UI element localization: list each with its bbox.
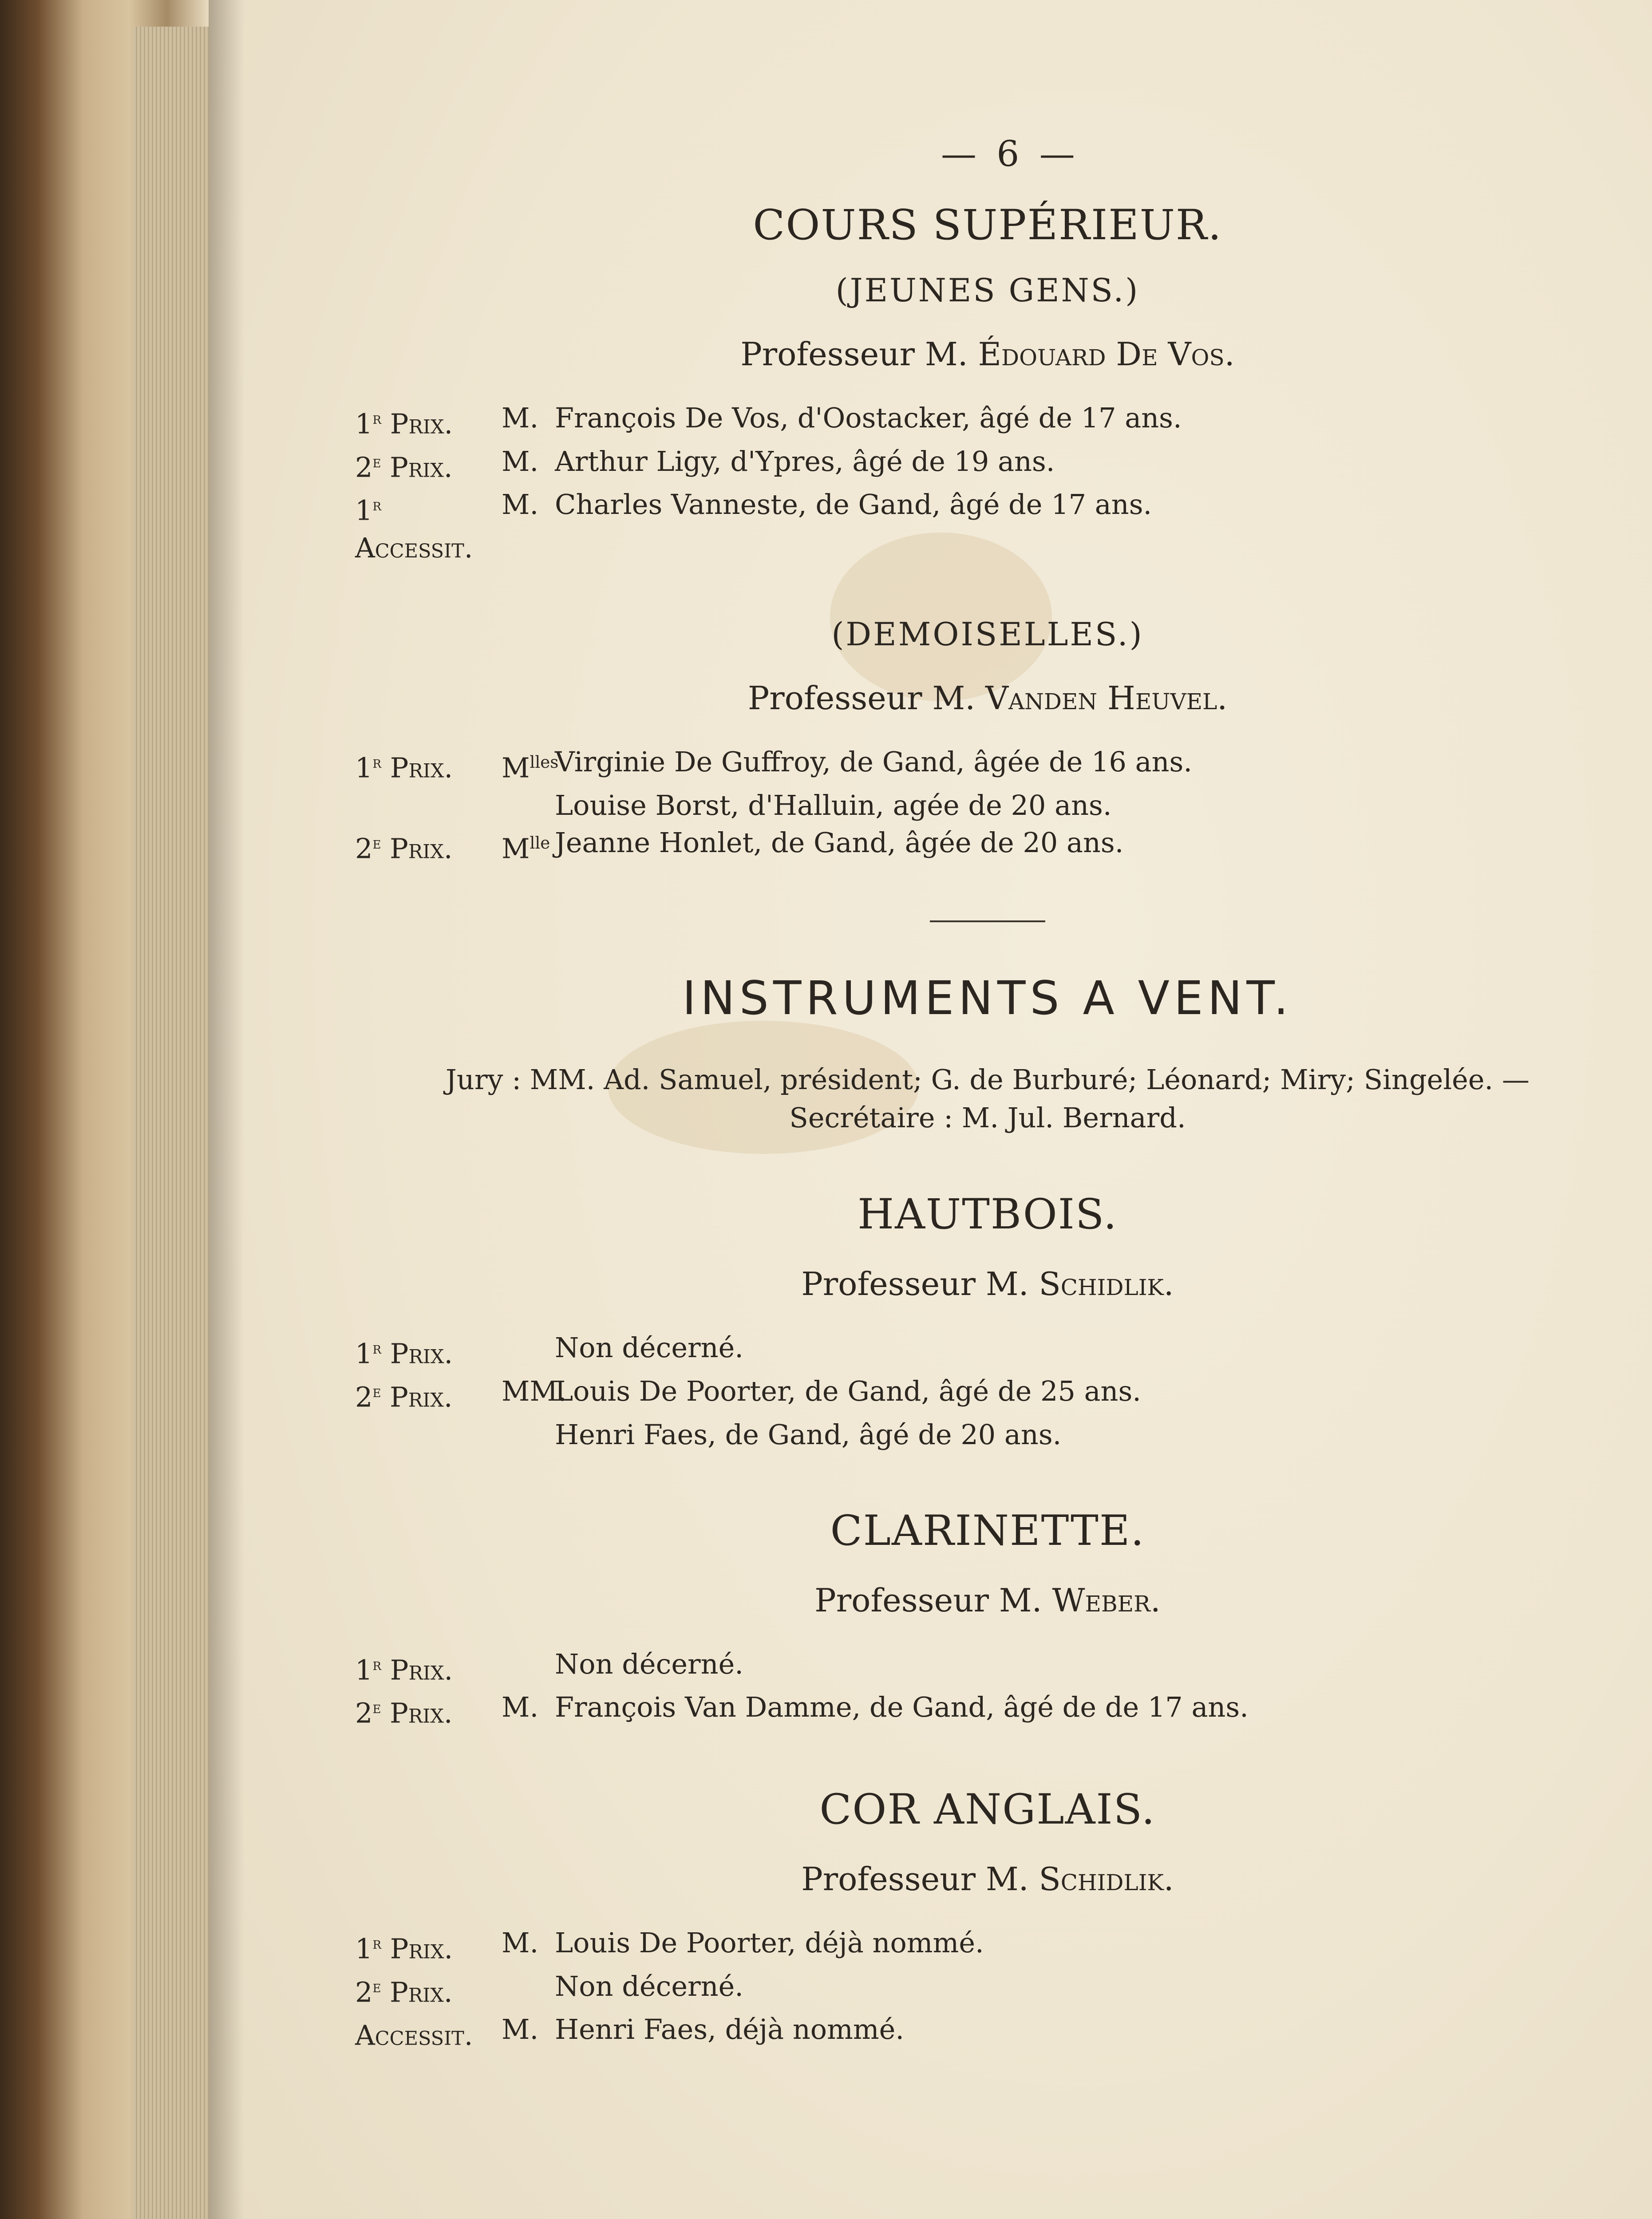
professor-line (355, 679, 1620, 717)
professor-name: Vanden Heuvel. (985, 679, 1228, 717)
secretary-line: Secrétaire : M. Jul. Bernard. (789, 1102, 1186, 1134)
professor-prefix: Professeur M. (740, 336, 968, 373)
award-rank: 1$^r$ Prix. (355, 1337, 453, 1370)
award-title: M. (502, 488, 539, 521)
professor-name: Schidlik. (1039, 1860, 1174, 1898)
professor-line (355, 1265, 1620, 1303)
award-row (355, 486, 1620, 567)
award-row (355, 1329, 1620, 1373)
award-title (502, 1968, 555, 2011)
award-text: François De Vos, d'Oostacker, âgé de 17 ans. (555, 402, 1182, 434)
award-rank: 2e Prix. (355, 1381, 453, 1414)
award-text: Louis De Poorter, de Gand, âgé de 25 ans. (555, 1374, 1142, 1407)
award-text: Charles Vanneste, de Gand, âgé de 17 ans. (555, 488, 1152, 521)
award-title (502, 1329, 555, 1373)
award-row (355, 1416, 1620, 1453)
award-title (502, 1416, 555, 1453)
award-row (355, 743, 1620, 787)
award-rank: 2e Prix. (355, 1697, 453, 1729)
award-rank: 1$^r$ Prix. (355, 1654, 453, 1686)
section-title-cours-superieur: COURS SUPÉRIEUR. (753, 201, 1222, 249)
section-divider (930, 920, 1045, 922)
awards-list-clarinette (355, 1646, 1620, 1732)
award-row (355, 1968, 1620, 2011)
award-row (355, 2011, 1620, 2054)
professor-prefix: Professeur M. (814, 1581, 1042, 1619)
award-title (502, 1646, 555, 1689)
award-text: Non décerné. (555, 1331, 743, 1364)
award-title: M. (502, 1691, 539, 1724)
award-title: MM. (502, 1374, 567, 1407)
award-title: $M^{lles}$ (502, 751, 559, 784)
award-title: M. (502, 445, 539, 478)
awards-list-jeunes-gens (355, 399, 1620, 567)
award-row (355, 1373, 1620, 1416)
award-rank: Accessit. (355, 2019, 473, 2052)
award-rank: 1$^r$ Prix. (355, 751, 453, 784)
award-title: $M^{lle}$ (502, 832, 550, 865)
award-text: Virginie De Guffroy, de Gand, âgée de 16 ans. (555, 745, 1193, 778)
subtitle-demoiselles: (DEMOISELLES.) (831, 615, 1144, 653)
award-text: Henri Faes, déjà nommé. (555, 2013, 905, 2046)
award-row (355, 443, 1620, 486)
professor-name: Schidlik. (1039, 1265, 1174, 1303)
award-rank: 2e Prix. (355, 451, 453, 484)
award-row (355, 1924, 1620, 1968)
award-title (502, 787, 555, 824)
professor-prefix: Professeur M. (801, 1860, 1029, 1898)
section-title-hautbois: HAUTBOIS. (858, 1190, 1118, 1239)
award-title: M. (502, 402, 539, 434)
award-title: M. (502, 2013, 539, 2046)
professor-prefix: Professeur M. (747, 679, 976, 717)
award-text: Jeanne Honlet, de Gand, âgée de 20 ans. (555, 826, 1124, 859)
award-rank (355, 1416, 502, 1453)
award-rank: 2e Prix. (355, 832, 453, 865)
award-text: Non décerné. (555, 1970, 743, 2002)
section-title-clarinette: CLARINETTE. (830, 1506, 1145, 1555)
award-rank (355, 787, 502, 824)
page-gutter-shadow (209, 0, 244, 2219)
award-text: Louise Borst, d'Halluin, agée de 20 ans. (555, 789, 1112, 821)
award-row (355, 787, 1620, 824)
award-rank: 1$^r$ Prix. (355, 1932, 453, 1965)
jury-line: Jury : MM. Ad. Samuel, président; G. de Burburé; Léonard; Miry; Singelée. — (446, 1063, 1529, 1096)
award-text: Henri Faes, de Gand, âgé de 20 ans. (555, 1418, 1062, 1451)
professor-line (355, 1582, 1620, 1619)
section-title-cor-anglais: COR ANGLAIS. (819, 1785, 1156, 1834)
award-rank: 2e Prix. (355, 1976, 453, 2009)
award-text: François Van Damme, de Gand, âgé de de 17 ans. (555, 1691, 1249, 1724)
awards-list-hautbois (355, 1329, 1620, 1453)
award-rank: 1$^r$ Accessit. (355, 494, 473, 564)
section-title-instruments-a-vent: INSTRUMENTS A VENT. (682, 971, 1293, 1026)
award-text: Louis De Poorter, déjà nommé. (555, 1926, 984, 1959)
award-row (355, 1646, 1620, 1689)
award-row (355, 399, 1620, 443)
award-text: Arthur Ligy, d'Ypres, âgé de 19 ans. (555, 445, 1055, 478)
award-title: M. (502, 1926, 539, 1959)
page-number: — 6 — (941, 133, 1079, 174)
award-row (355, 824, 1620, 868)
award-rank: 1$^r$ Prix. (355, 407, 453, 440)
award-text: Non décerné. (555, 1647, 743, 1680)
professor-name: Édouard De Vos. (978, 336, 1235, 373)
award-row (355, 1689, 1620, 1732)
awards-list-cor-anglais (355, 1924, 1620, 2054)
subtitle-jeunes-gens: (JEUNES GENS.) (835, 272, 1140, 309)
page (209, 0, 1652, 2219)
page-content (355, 133, 1620, 2054)
professor-name: Weber. (1052, 1581, 1161, 1619)
professor-prefix: Professeur M. (801, 1265, 1029, 1303)
professor-line (355, 336, 1620, 373)
awards-list-demoiselles (355, 743, 1620, 867)
professor-line (355, 1860, 1620, 1898)
